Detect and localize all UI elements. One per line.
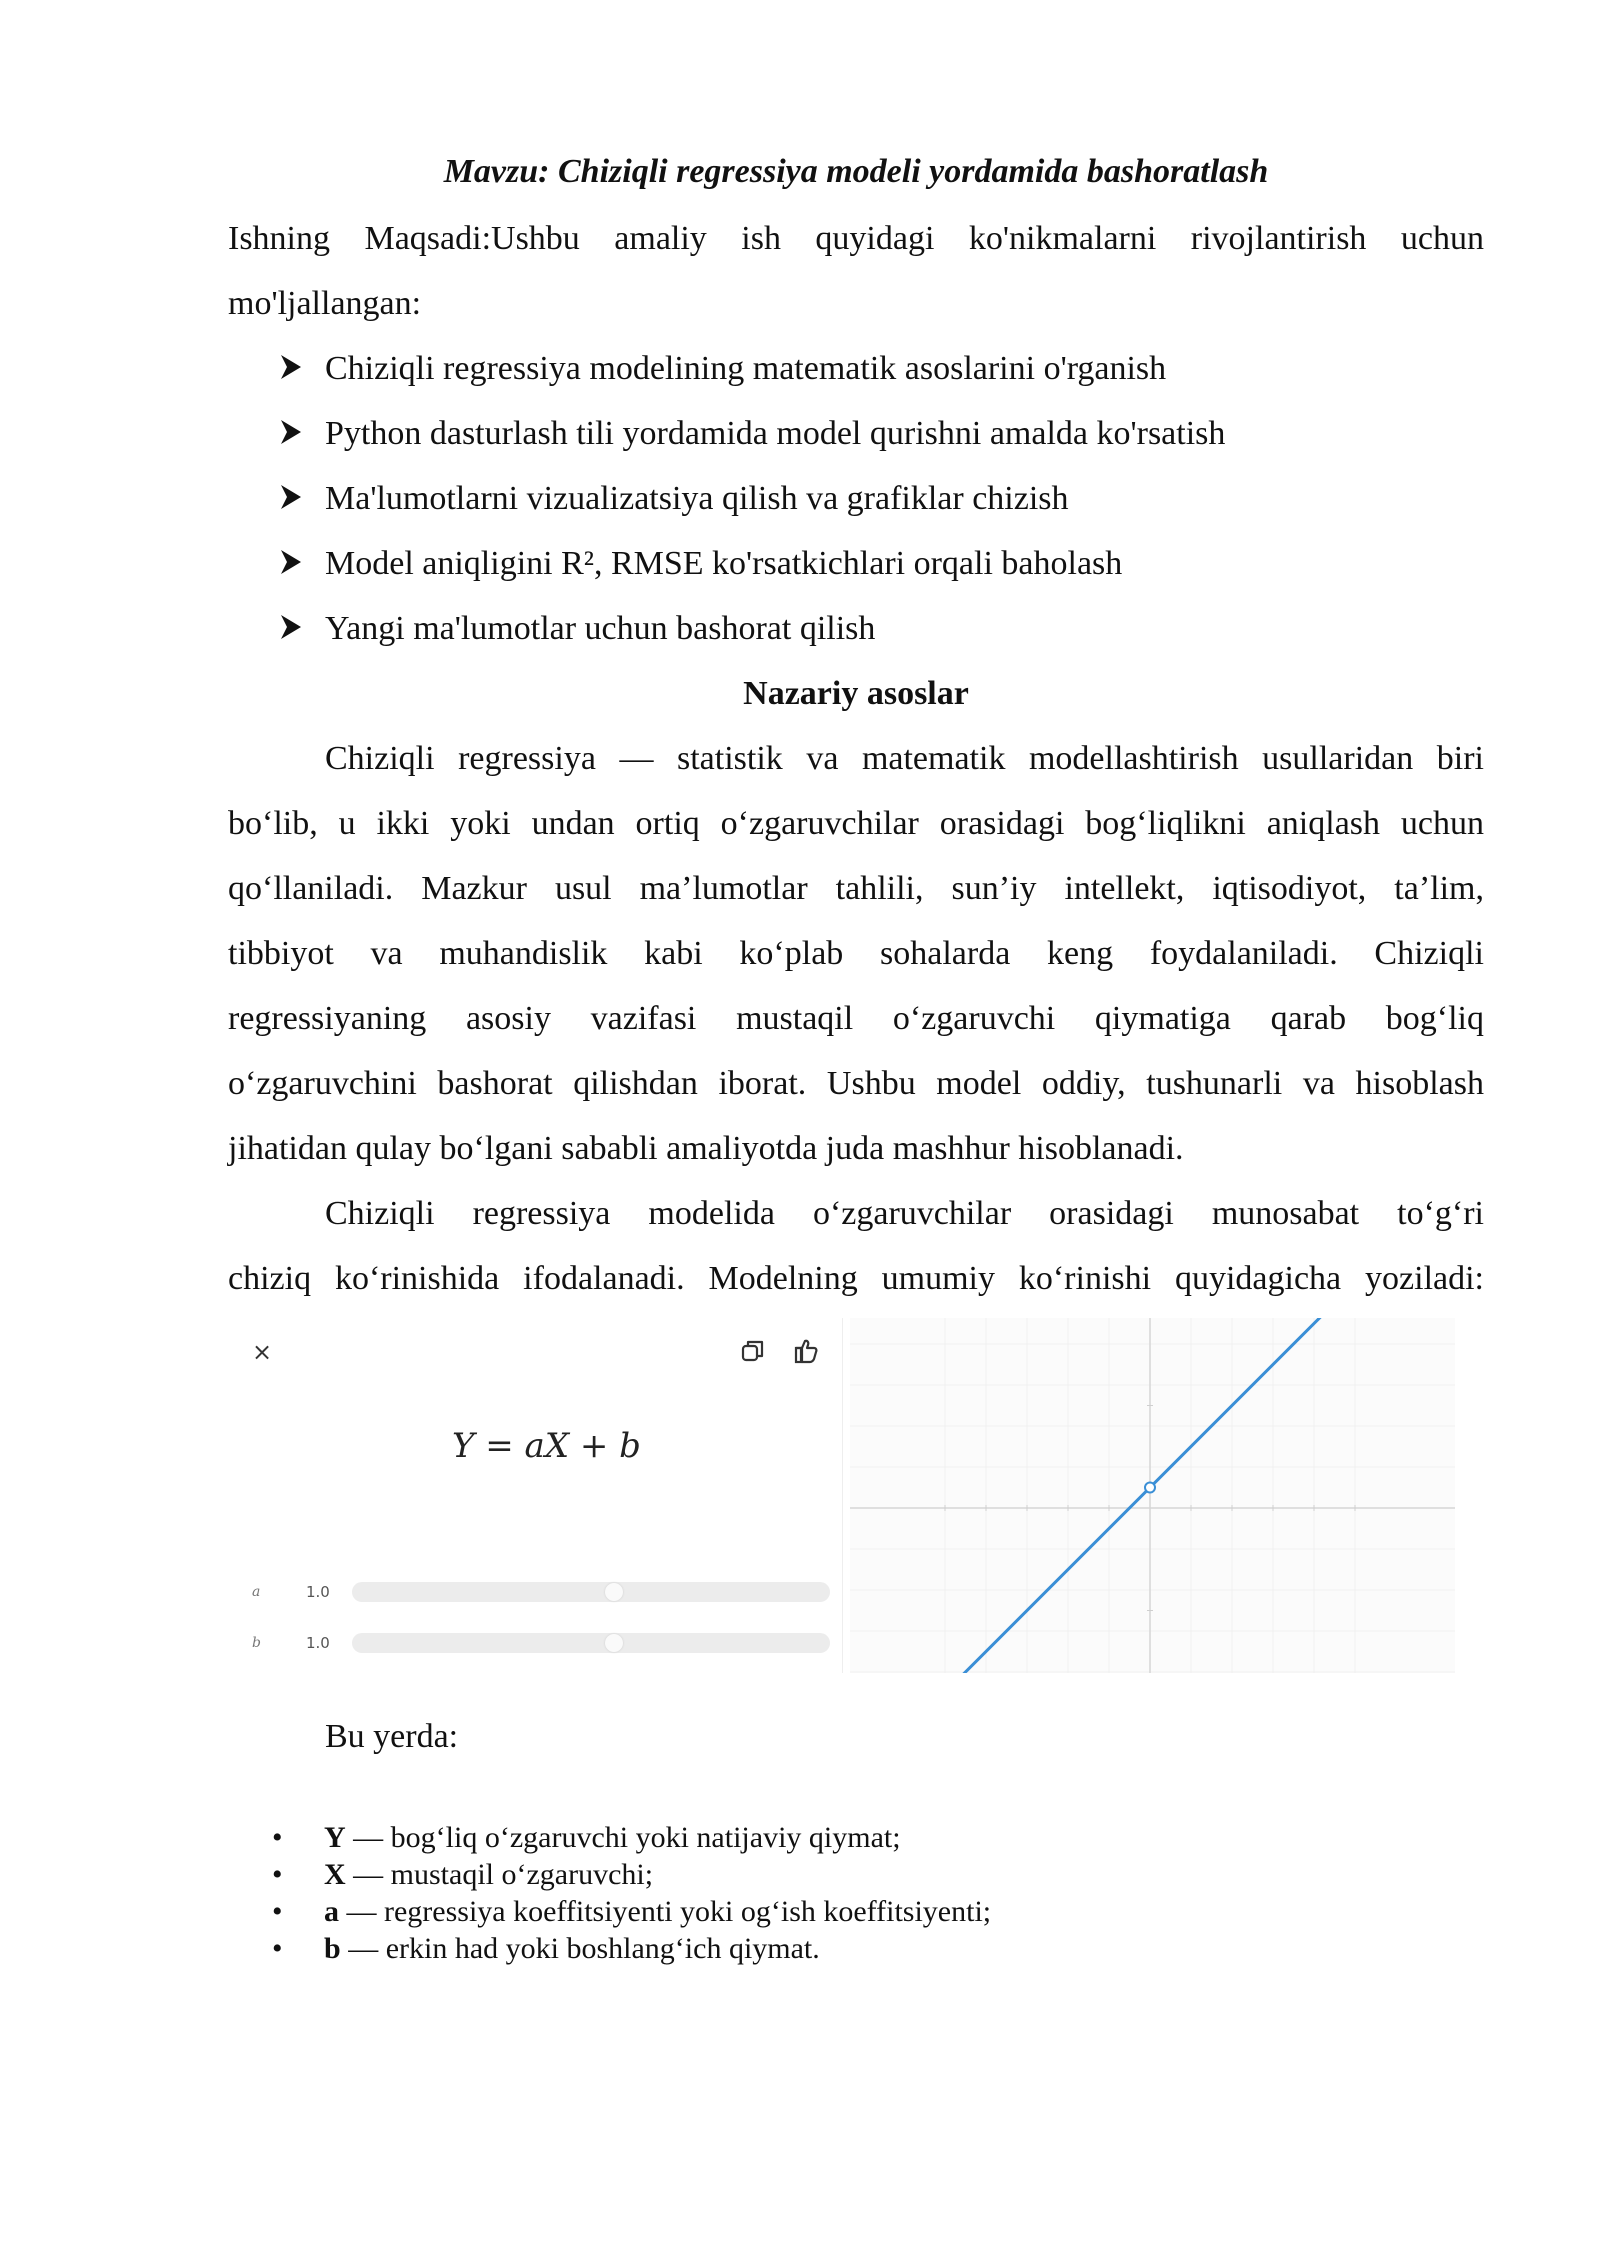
section-heading: Nazariy asoslar [743,675,969,712]
slider-a-label: a [252,1584,261,1600]
bullet-dot: • [272,1821,283,1854]
slider-b-handle[interactable] [605,1634,623,1652]
settings-icon[interactable] [792,1336,822,1366]
goal-line-1: Ishning Maqsadi:Ushbu amaliy ish quyidagi ko'nikmalarni rivojlantirish uchun [228,220,1484,257]
definition-term: b [324,1932,341,1965]
definition-text: — erkin had yoki boshlang‘ich qiymat. [340,1932,820,1965]
paragraph1-line: Chiziqli regressiya — statistik va matematik modellashtirish usullaridan biri [325,740,1484,777]
slider-b-track[interactable] [352,1633,830,1653]
arrow-bullet-icon [280,614,302,640]
close-icon[interactable]: × [252,1338,273,1366]
arrow-bullet-icon [280,549,302,575]
slider-b-label: b [252,1635,261,1651]
paragraph1-line: tibbiyot va muhandislik kabi ko‘plab sohalarda keng foydalaniladi. Chiziqli [228,935,1484,972]
paragraph2-line: chiziq ko‘rinishida ifodalanadi. Modelning umumiy ko‘rinishi quyidagicha yoziladi: [228,1260,1484,1297]
goal-line-2: mo'ljallangan: [228,285,422,322]
intercept-point [1145,1483,1155,1493]
goal-item-text: Yangi ma'lumotlar uchun bashorat qilish [325,610,876,647]
where-label: Bu yerda: [325,1718,459,1755]
definition-text: — bog‘liq o‘zgaruvchi yoki natijaviy qiymat; [345,1821,901,1854]
definition-term: a [324,1895,339,1928]
slider-a-handle[interactable] [605,1583,623,1601]
definition-text: — regressiya koeffitsiyenti yoki og‘ish koeffitsiyenti; [339,1895,992,1928]
goal-item-text: Ma'lumotlarni vizualizatsiya qilish va grafiklar chizish [325,480,1069,517]
goal-item-text: Model aniqligini R², RMSE ko'rsatkichlari orqali baholash [325,545,1123,582]
paragraph1-line: jihatidan qulay bo‘lgani sababli amaliyotda juda mashhur hisoblanadi. [228,1130,1184,1167]
definition-term: Y [324,1821,346,1854]
definition-term: X [324,1858,346,1891]
arrow-bullet-icon [280,354,302,380]
arrow-bullet-icon [280,484,302,510]
graph-canvas[interactable] [850,1318,1455,1673]
bullet-dot: • [272,1895,283,1928]
slider-a-track[interactable] [352,1582,830,1602]
graph-panel[interactable] [850,1318,1455,1673]
paragraph1-line: bo‘lib, u ikki yoki undan ortiq o‘zgaruvchilar orasidagi bog‘liqlikni aniqlash uchun [228,805,1484,842]
expression-panel [232,1318,843,1673]
paragraph1-line: regressiyaning asosiy vazifasi mustaqil o‘zgaruvchi qiymatiga qarab bog‘liq [228,1000,1484,1037]
arrow-bullet-icon [280,419,302,445]
paragraph1-line: o‘zgaruvchini bashorat qilishdan iborat. Ushbu model oddiy, tushunarli va hisoblash [228,1065,1484,1102]
slider-b-value[interactable]: 1.0 [306,1634,330,1652]
duplicate-icon[interactable] [738,1336,768,1366]
formula: Y = aX + b [452,1426,641,1466]
goal-item-text: Python dasturlash tili yordamida model qurishni amalda ko'rsatish [325,415,1226,452]
bullet-dot: • [272,1932,283,1965]
slider-a-value[interactable]: 1.0 [306,1583,330,1601]
paragraph1-line: qo‘llaniladi. Mazkur usul ma’lumotlar tahlili, sun’iy intellekt, iqtisodiyot, ta’lim, [228,870,1484,907]
document-title: Mavzu: Chiziqli regressiya modeli yordamida bashoratlash [443,153,1269,190]
bullet-dot: • [272,1858,283,1891]
goal-item-text: Chiziqli regressiya modelining matematik asoslarini o'rganish [325,350,1167,387]
paragraph2-line: Chiziqli regressiya modelida o‘zgaruvchilar orasidagi munosabat to‘g‘ri [325,1195,1484,1232]
definition-text: — mustaqil o‘zgaruvchi; [345,1858,654,1891]
regression-figure [232,1318,1478,1678]
